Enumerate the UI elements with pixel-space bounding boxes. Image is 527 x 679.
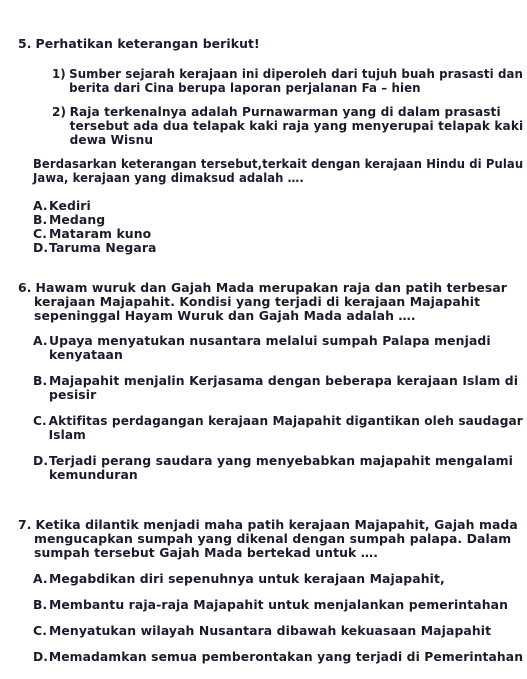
q5-option-d[interactable]: D.Taruma Negara [33,240,157,255]
q5-item-1: 1) Sumber sejarah kerajaan ini diperoleh dari tujuh buah prasasti dan berita dari Cina berupa laporan perjalanan Fa – hien [52,66,524,95]
q7-option-c[interactable]: C. Menyatukan wilayah Nusantara dibawah kekuasaan Majapahit [33,623,492,638]
q7-option-a[interactable]: A.Megabdikan diri sepenuhnya untuk kerajaan Majapahit, [33,571,445,586]
q6-option-a[interactable]: A.Upaya menyatukan nusantara melalui sumpah Palapa menjadi kenyataan [33,333,491,362]
q6-option-d[interactable]: D.Terjadi perang saudara yang menyebabkan majapahit mengalami kemunduran [33,453,514,482]
q6-stem: 6. Hawam wuruk dan Gajah Mada merupakan raja dan patih terbesar kerajaan Majapahit. Kondisi yang terjadi di kerajaan Majapahit sepeninggal Hayam Wuruk dan Gajah Mada adalah …. [18,280,507,323]
q5-stem: Berdasarkan keterangan tersebut,terkait dengan kerajaan Hindu di Pulau Jawa, kerajaan yang dimaksud adalah …. [33,156,524,185]
q5-item-2: 2) Raja terkenalnya adalah Purnawarman yang di dalam prasasti tersebut ada dua telapak kaki raja yang menyerupai telapak kaki dewa Wisnu [52,104,524,147]
q6-option-b[interactable]: B. Majapahit menjalin Kerjasama dengan beberapa kerajaan Islam di pesisir [33,373,519,402]
question-5-title: 5. Perhatikan keterangan berikut! [18,36,260,51]
q7-option-d[interactable]: D.Memadamkan semua pemberontakan yang terjadi di Pemerintahan [33,649,524,664]
q5-option-c[interactable]: C. Mataram kuno [33,226,152,241]
q6-option-c[interactable]: C. Aktifitas perdagangan kerajaan Majapahit digantikan oleh saudagar Islam [33,413,523,442]
q5-options [33,199,157,255]
q7-stem: 7. Ketika dilantik menjadi maha patih kerajaan Majapahit, Gajah mada mengucapkan sumpah yang dikenal dengan sumpah palapa. Dalam sumpah tersebut Gajah Mada bertekad untuk …. [18,517,518,560]
q7-option-b[interactable]: B. Membantu raja-raja Majapahit untuk menjalankan pemerintahan [33,597,509,612]
q5-option-a[interactable]: A.Kediri [33,198,91,213]
q5-option-b[interactable]: B. Medang [33,212,106,227]
